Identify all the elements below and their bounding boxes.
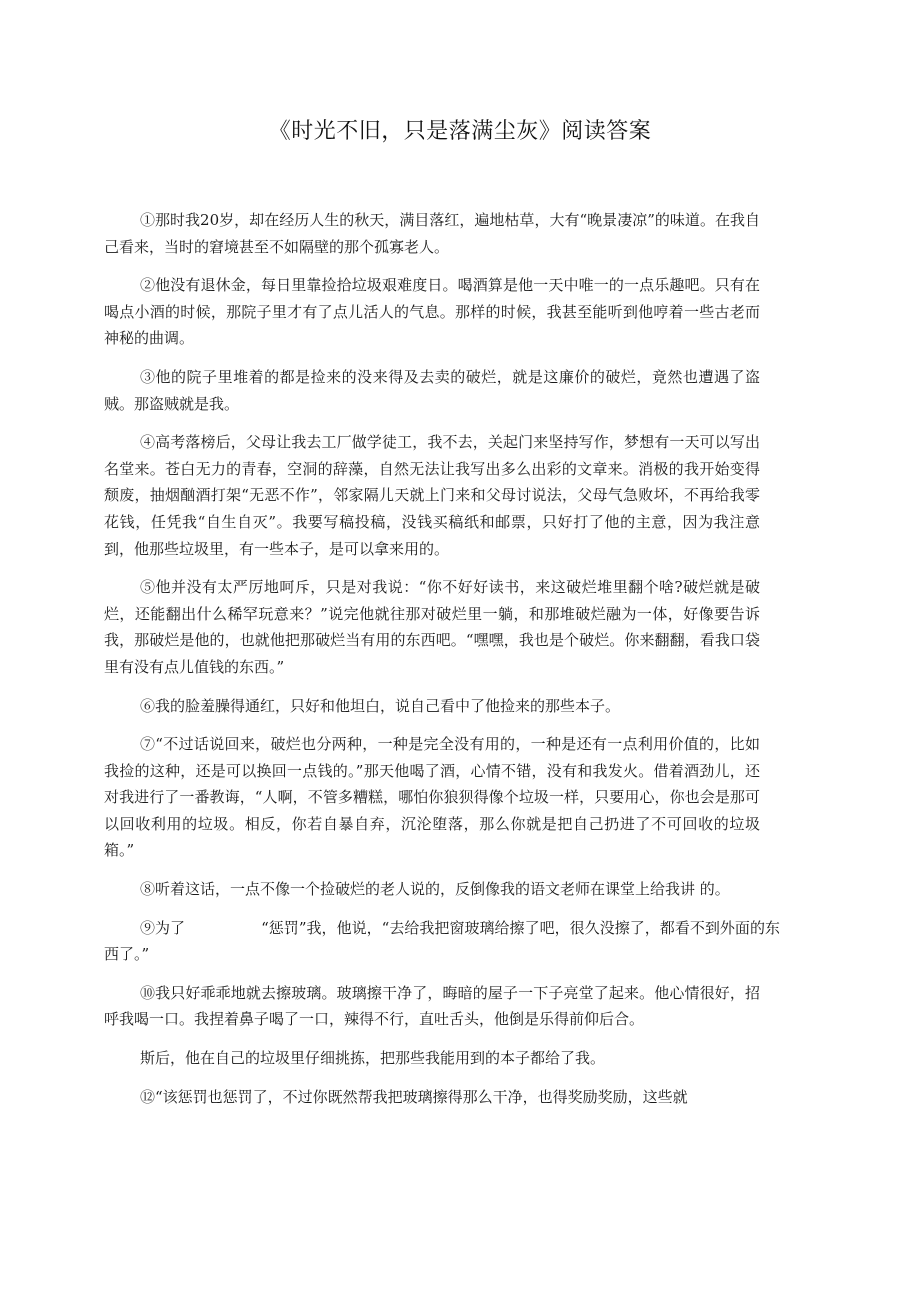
paragraph-9-lead: ⑨为了 (140, 918, 186, 937)
paragraph-9 (104, 915, 780, 968)
paragraph-8: ⑧听着这话，一点不像一个捡破烂的老人说的，反倒像我的语文老师在课堂上给我讲 的。 (140, 880, 730, 899)
paragraph-7: ⑦“不过话说回来，破烂也分两种，一种是完全没有用的，一种是还有一点利用价值的，比如我捡的这种，还是可以换回一点钱的。”那天他喝了酒，心情不错，没有和我发火。借着酒劲儿，还对我进行了一番教诲，“人啊，不管多糟糕，哪怕你狼狈得像个垃圾一样，只要用心，你也会是那可以回收利用的垃圾。相反，你若自暴自弃，沉沦堕落，那么你就是把自己扔进了不可回收的垃圾箱。” (104, 735, 760, 860)
paragraph-3: ③他的院子里堆着的都是捡来的没来得及去卖的破烂，就是这廉价的破烂，竟然也遭遇了盗贼。那盗贼就是我。 (104, 367, 760, 413)
paragraph-10: ⑩我只好乖乖地就去擦玻璃。玻璃擦干净了，晦暗的屋子一下子亮堂了起来。他心情很好，招呼我喝一口。我捏着鼻子喝了一口，辣得不行，直吐舌头，他倒是乐得前仰后合。 (104, 983, 760, 1029)
paragraph-9-rest: “惩罚”我，他说，“去给我把窗玻璃给擦了吧，很久没擦了，都看不到外面的东西了。” (104, 918, 780, 964)
article-body (104, 207, 780, 1122)
paragraph-11: 斯后，他在自己的垃圾里仔细挑拣，把那些我能用到的本子都给了我。 (140, 1049, 606, 1068)
paragraph-6: ⑥我的脸羞臊得通红，只好和他坦白，说自己看中了他捡来的那些本子。 (140, 696, 621, 715)
document-title: 《时光不旧，只是落满尘灰》阅读答案 (268, 119, 652, 144)
paragraph-4: ④高考落榜后，父母让我去工厂做学徒工，我不去，关起门来坚持写作，梦想有一天可以写出名堂来。苍白无力的青春，空洞的辞藻，自然无法让我写出多么出彩的文章来。消极的我开始变得颓废，抽烟酗酒打架“无恶不作”，邻家隔儿天就上门来和父母讨说法，父母气急败坏，不再给我零花钱，任凭我“自生自灭”。我要写稿投稿，没钱买稿纸和邮票，只好打了他的主意，因为我注意到，他那些垃圾里，有一些本子，是可以拿来用的。 (104, 433, 760, 558)
paragraph-5: ⑤他并没有太严厉地呵斥，只是对我说：“你不好好读书，来这破烂堆里翻个啥?破烂就是破烂，还能翻出什么稀罕玩意来？”说完他就往那对破烂里一躺，和那堆破烂融为一体，好像要告诉我，那破烂是他的，也就他把那破烂当有用的东西吧。“嘿嘿，我也是个破烂。你来翻翻，看我口袋里有没有点儿值钱的东西。” (104, 578, 760, 676)
paragraph-1: ①那时我20岁，却在经历人生的秋天，满目落红，遍地枯草，大有“晚景凄凉”的味道。在我自己看来，当时的窘境甚至不如隔壁的那个孤寡老人。 (104, 211, 760, 256)
paragraph-2: ②他没有退休金，每日里靠捡拾垃圾艰难度日。喝酒算是他一天中唯一的一点乐趣吧。只有在喝点小酒的时候，那院子里才有了点儿活人的气息。那样的时候，我甚至能听到他哼着一些古老而神秘的曲调。 (104, 276, 760, 348)
paragraph-12: ⑫“该惩罚也惩罚了，不过你既然帮我把玻璃擦得那么干净，也得奖励奖励，这些就 (140, 1087, 688, 1106)
